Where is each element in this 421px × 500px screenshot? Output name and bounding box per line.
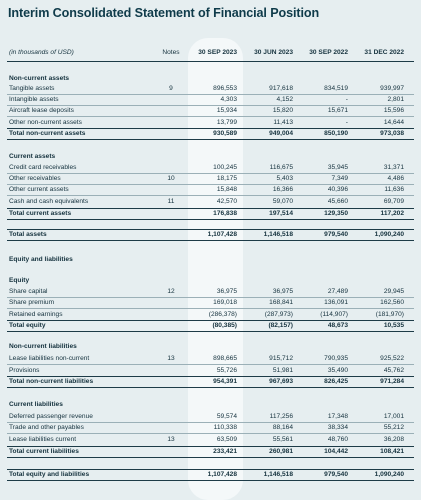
header-col-2: 30 JUN 2023 <box>254 49 293 56</box>
row-value: 168,841 <box>269 299 293 306</box>
row-value: 55,561 <box>272 436 293 443</box>
section-heading <box>0 342 421 352</box>
row-label: Aircraft lease deposits <box>9 107 74 114</box>
row-label: Non-current assets <box>9 75 70 82</box>
row-value: 35,490 <box>327 367 348 374</box>
row-value: 176,838 <box>213 210 237 217</box>
row-value: 69,709 <box>383 198 404 205</box>
row-value: 42,570 <box>216 198 237 205</box>
row-label: Other current assets <box>9 186 69 193</box>
table-row <box>0 163 421 173</box>
row-value: 48,673 <box>327 322 348 329</box>
table-row <box>0 174 421 184</box>
row-value: 939,997 <box>380 85 404 92</box>
row-value: 29,945 <box>383 288 404 295</box>
section-heading <box>0 152 421 162</box>
total-rule-bottom <box>7 139 414 140</box>
row-label: Lease liabilities current <box>9 436 77 443</box>
total-rule-bottom <box>7 240 414 241</box>
row-value: 896,553 <box>213 85 237 92</box>
row-value: - <box>345 96 348 103</box>
table-row <box>0 106 421 116</box>
row-value: 38,334 <box>327 424 348 431</box>
table-row <box>0 310 421 320</box>
row-value: 36,208 <box>383 436 404 443</box>
row-label: Trade and other payables <box>9 424 84 431</box>
table-row <box>0 354 421 364</box>
table-row <box>0 298 421 308</box>
row-value: 826,425 <box>324 378 348 385</box>
row-note: 9 <box>169 85 173 92</box>
row-value: 117,256 <box>269 413 293 420</box>
row-label: Other non-current assets <box>9 119 82 126</box>
row-value: 930,589 <box>213 130 237 137</box>
row-value: (80,385) <box>212 322 237 329</box>
row-value: 4,303 <box>220 96 237 103</box>
row-value: 1,146,518 <box>263 471 293 478</box>
row-value: 954,391 <box>213 378 237 385</box>
row-value: 1,090,240 <box>374 471 404 478</box>
table-row <box>0 287 421 297</box>
row-label: Retained earnings <box>9 311 63 318</box>
row-value: 10,535 <box>383 322 404 329</box>
total-rule-top <box>7 376 414 377</box>
row-label: Total equity and liabilities <box>9 471 90 478</box>
row-value: 15,848 <box>216 186 237 193</box>
header-notes: Notes <box>162 49 180 56</box>
row-value: 136,091 <box>324 299 348 306</box>
total-rule-top <box>7 208 414 209</box>
row-value: - <box>345 119 348 126</box>
row-label: Total current assets <box>9 210 72 217</box>
row-value: 35,945 <box>327 164 348 171</box>
row-value: 100,245 <box>213 164 237 171</box>
row-value: 260,981 <box>269 448 293 455</box>
row-label: Credit card receivables <box>9 164 77 171</box>
row-label: Total equity <box>9 322 46 329</box>
total-row <box>0 447 421 457</box>
row-value: 14,644 <box>383 119 404 126</box>
row-label: Total non-current liabilities <box>9 378 94 385</box>
row-divider <box>7 308 414 309</box>
row-value: 45,762 <box>383 367 404 374</box>
total-rule-bottom <box>7 387 414 388</box>
total-rule-bottom <box>7 457 414 458</box>
row-note: 10 <box>167 175 175 182</box>
total-rule-top <box>7 469 414 470</box>
row-value: 850,190 <box>324 130 348 137</box>
header-col-4: 31 DEC 2022 <box>364 49 404 56</box>
row-value: 5,403 <box>276 175 293 182</box>
row-value: 27,489 <box>327 288 348 295</box>
row-value: 59,070 <box>272 198 293 205</box>
row-value: 1,107,428 <box>207 471 237 478</box>
table-header-row <box>0 48 421 58</box>
row-value: 790,935 <box>324 355 348 362</box>
row-value: 197,514 <box>269 210 293 217</box>
total-rule-top <box>7 446 414 447</box>
row-label: Other receivables <box>9 175 61 182</box>
table-row <box>0 84 421 94</box>
row-value: 1,107,428 <box>207 231 237 238</box>
total-rule-bottom <box>7 219 414 220</box>
row-value: 898,665 <box>213 355 237 362</box>
row-value: 40,396 <box>327 186 348 193</box>
row-label: Lease liabilities non-current <box>9 355 90 362</box>
row-value: (114,907) <box>320 311 348 318</box>
row-value: 11,413 <box>273 119 293 126</box>
row-value: 16,366 <box>272 186 293 193</box>
row-value: 63,509 <box>216 436 237 443</box>
row-label: Deferred passenger revenue <box>9 413 93 420</box>
row-label: Tangible assets <box>9 85 55 92</box>
row-value: (82,157) <box>268 322 293 329</box>
total-row <box>0 209 421 219</box>
row-label: Share premium <box>9 299 55 306</box>
row-value: 45,660 <box>327 198 348 205</box>
row-value: 55,726 <box>216 367 237 374</box>
row-label: Share capital <box>9 288 48 295</box>
row-value: 973,038 <box>380 130 404 137</box>
row-value: 51,981 <box>272 367 293 374</box>
row-value: 979,540 <box>324 231 348 238</box>
row-value: 169,018 <box>213 299 237 306</box>
total-row <box>0 321 421 331</box>
row-value: 88,164 <box>272 424 293 431</box>
total-row <box>0 230 421 240</box>
row-value: 4,152 <box>276 96 293 103</box>
row-value: 117,202 <box>380 210 404 217</box>
row-value: 104,442 <box>324 448 348 455</box>
row-divider <box>7 433 414 434</box>
row-divider <box>7 364 414 365</box>
row-value: 834,519 <box>324 85 348 92</box>
row-value: 17,001 <box>383 413 404 420</box>
row-value: 162,560 <box>380 299 404 306</box>
row-value: 110,338 <box>213 424 237 431</box>
row-label: Current assets <box>9 153 56 160</box>
row-value: 36,975 <box>216 288 237 295</box>
table-row <box>0 366 421 376</box>
table-row <box>0 412 421 422</box>
row-note: 13 <box>167 355 175 362</box>
row-label: Provisions <box>9 367 40 374</box>
total-rule-bottom <box>7 480 414 481</box>
row-value: 108,421 <box>380 448 404 455</box>
header-units-label: (in thousands of USD) <box>9 49 74 56</box>
row-value: 7,349 <box>331 175 348 182</box>
total-rule-top <box>7 320 414 321</box>
row-value: 36,975 <box>272 288 293 295</box>
row-note: 12 <box>167 288 175 295</box>
row-value: 129,350 <box>324 210 348 217</box>
row-value: 971,284 <box>380 378 404 385</box>
row-value: 2,801 <box>387 96 404 103</box>
row-label: Non-current liabilities <box>9 343 77 350</box>
row-value: 233,421 <box>213 448 237 455</box>
row-divider <box>7 195 414 196</box>
total-rule-top <box>7 128 414 129</box>
row-value: 11,636 <box>384 186 404 193</box>
row-value: 15,820 <box>272 107 293 114</box>
table-row <box>0 118 421 128</box>
row-label: Total assets <box>9 231 47 238</box>
total-rule-bottom <box>7 331 414 332</box>
row-value: 967,693 <box>269 378 293 385</box>
row-divider <box>7 116 414 117</box>
total-row <box>0 377 421 387</box>
row-value: 979,540 <box>324 471 348 478</box>
table-row <box>0 185 421 195</box>
row-value: (181,970) <box>375 311 404 318</box>
row-value: 15,596 <box>383 107 404 114</box>
row-value: 1,146,518 <box>263 231 293 238</box>
table-row <box>0 197 421 207</box>
row-value: 917,618 <box>269 85 293 92</box>
row-note: 11 <box>167 198 175 205</box>
header-col-3: 30 SEP 2022 <box>309 49 348 56</box>
section-heading <box>0 255 421 265</box>
row-value: 949,004 <box>269 130 293 137</box>
row-value: (286,378) <box>208 311 237 318</box>
section-heading <box>0 74 421 84</box>
row-value: 55,212 <box>383 424 404 431</box>
row-value: 18,175 <box>216 175 237 182</box>
total-row <box>0 129 421 139</box>
table-row <box>0 95 421 105</box>
row-label: Intangible assets <box>9 96 59 103</box>
statement-title: Interim Consolidated Statement of Financial Position <box>8 6 320 20</box>
row-value: 116,675 <box>269 164 293 171</box>
row-value: 925,522 <box>380 355 404 362</box>
row-value: 17,348 <box>327 413 348 420</box>
row-label: Total non-current assets <box>9 130 86 137</box>
total-rule-top <box>7 229 414 230</box>
row-value: 48,760 <box>327 436 348 443</box>
row-value: 4,486 <box>387 175 404 182</box>
header-rule <box>7 61 414 62</box>
row-label: Cash and cash equivalents <box>9 198 89 205</box>
row-value: 15,934 <box>216 107 237 114</box>
table-row <box>0 423 421 433</box>
row-value: 15,671 <box>327 107 348 114</box>
row-value: 59,574 <box>216 413 237 420</box>
row-label: Equity <box>9 277 30 284</box>
row-value: 915,712 <box>269 355 293 362</box>
row-value: (287,973) <box>264 311 293 318</box>
row-note: 13 <box>167 436 175 443</box>
header-col-1: 30 SEP 2023 <box>198 49 237 56</box>
row-value: 13,799 <box>216 119 237 126</box>
row-label: Current liabilities <box>9 401 63 408</box>
total-row <box>0 470 421 480</box>
section-heading <box>0 276 421 286</box>
row-value: 31,371 <box>383 164 404 171</box>
section-heading <box>0 400 421 410</box>
row-label: Total current liabilities <box>9 448 79 455</box>
row-label: Equity and liabilities <box>9 256 73 263</box>
table-row <box>0 435 421 445</box>
row-value: 1,090,240 <box>374 231 404 238</box>
